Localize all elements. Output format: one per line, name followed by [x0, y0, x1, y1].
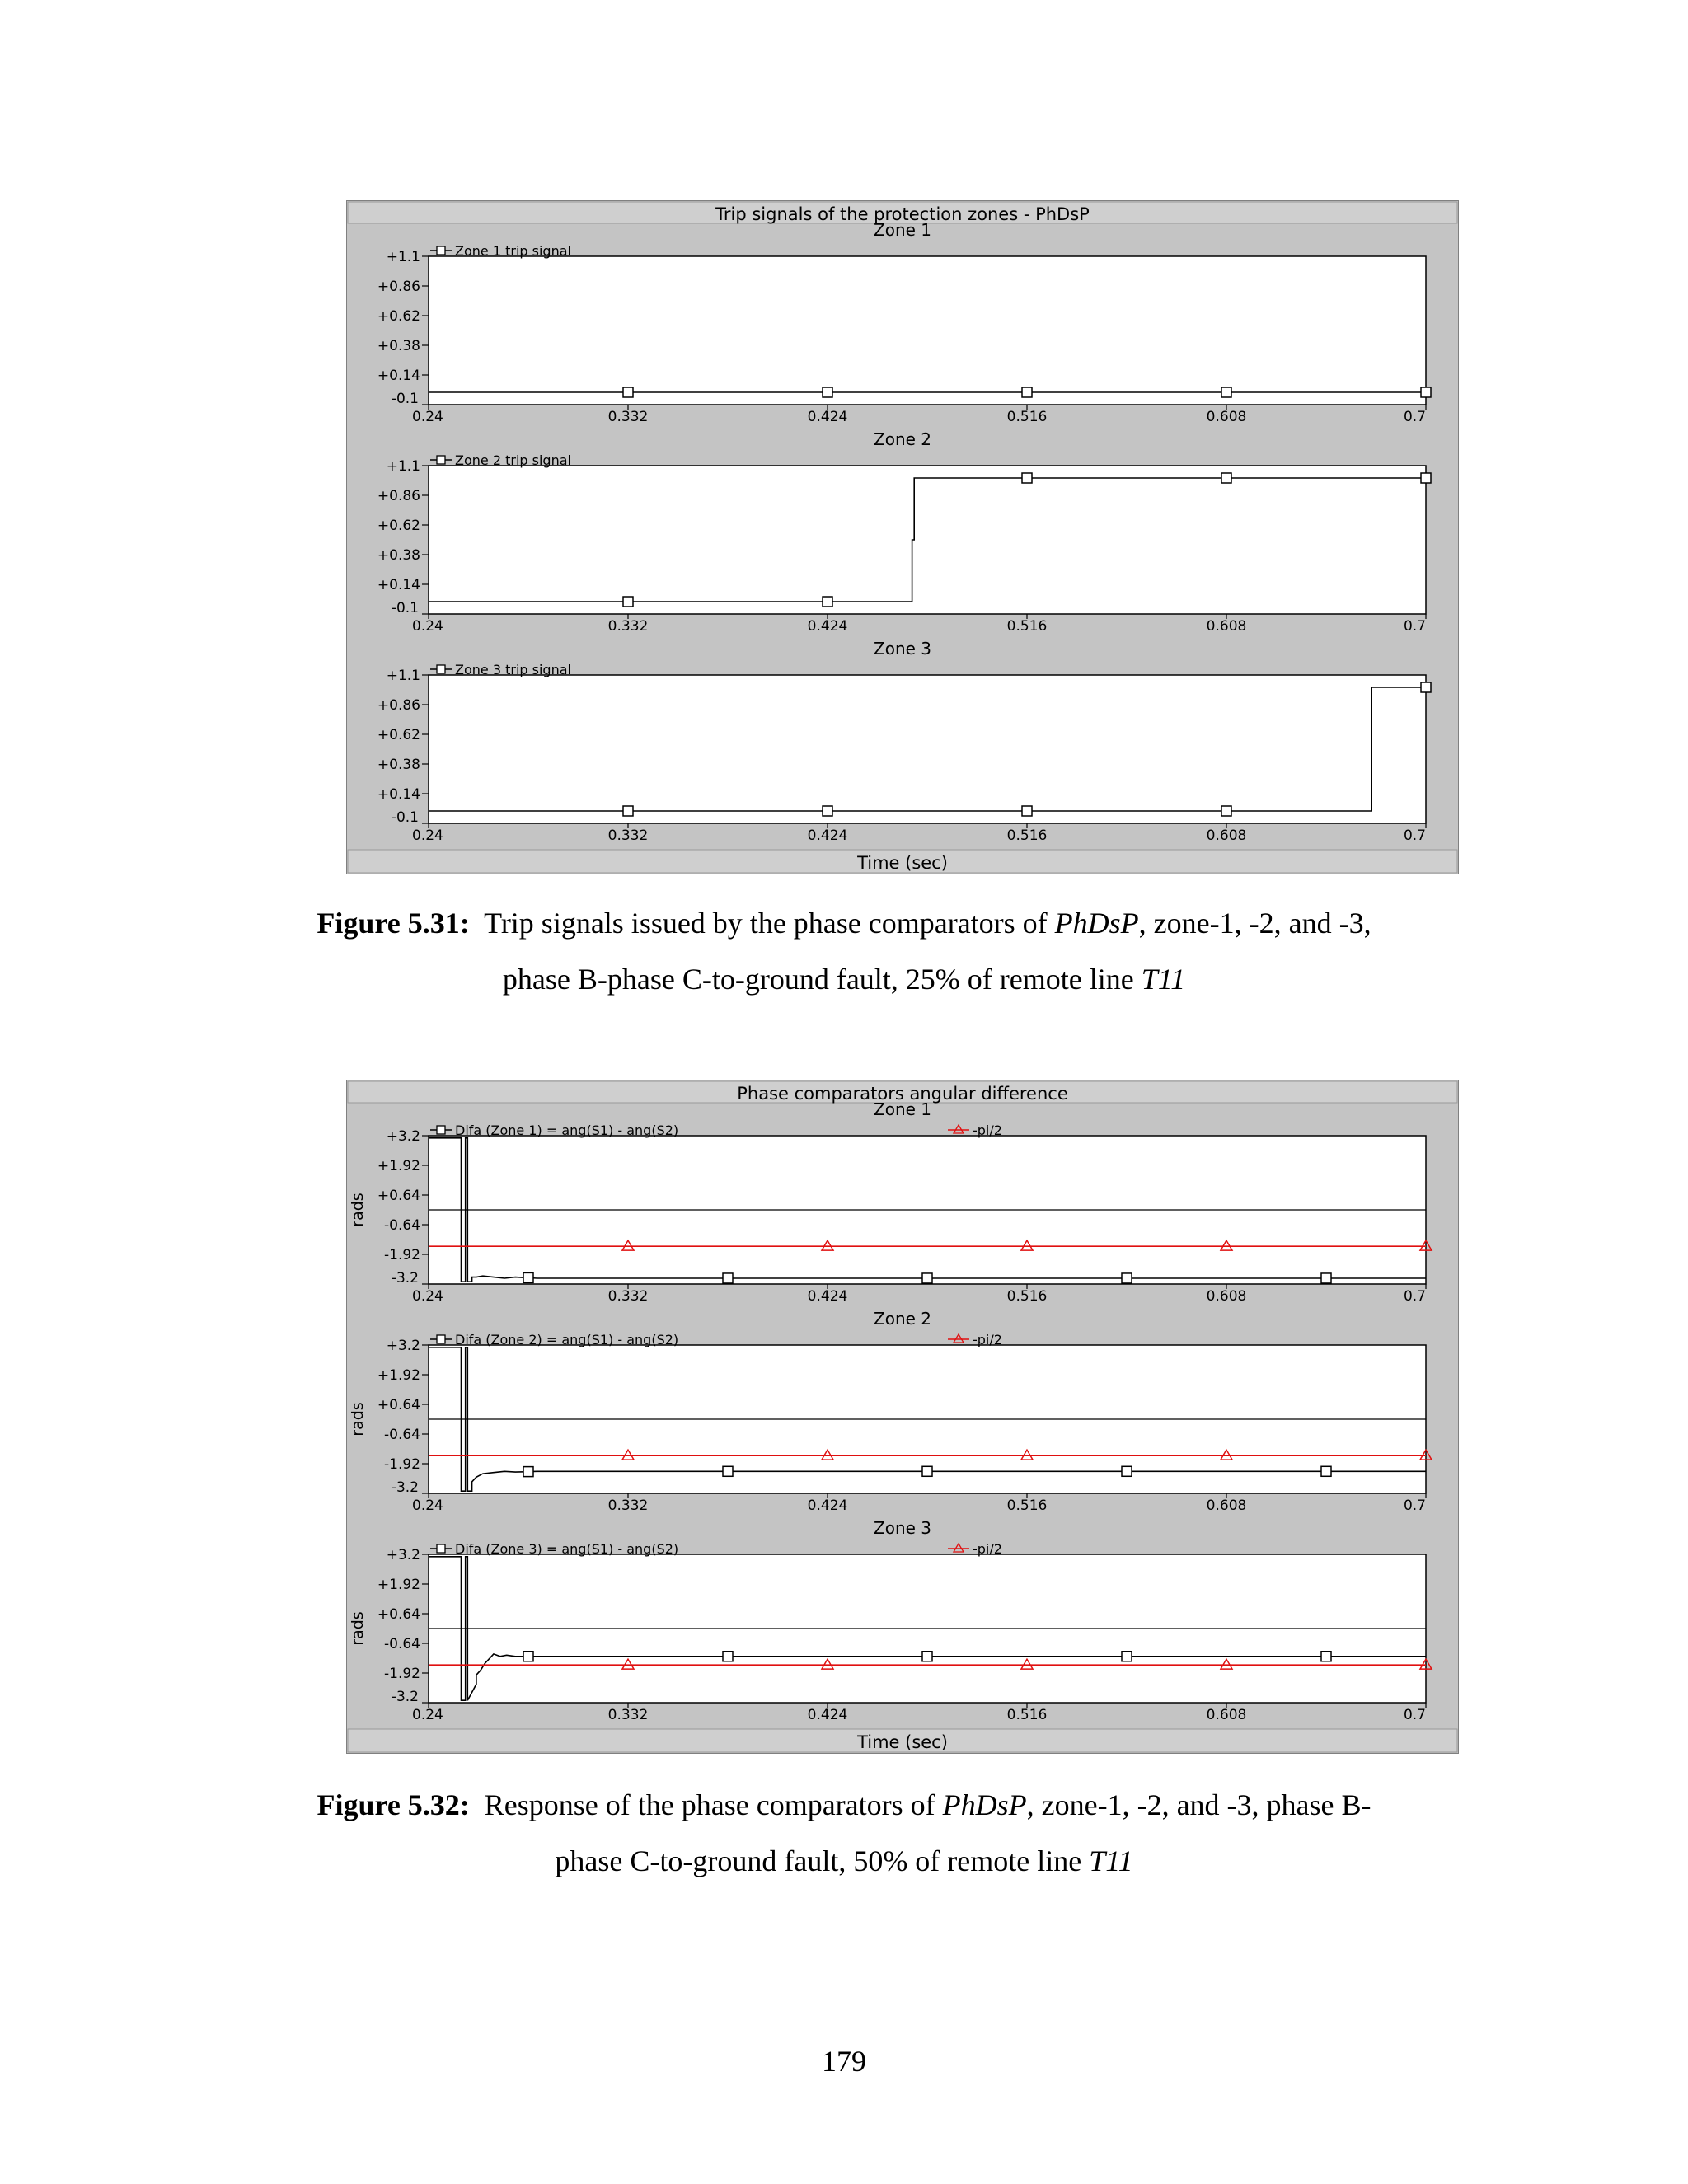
square-marker	[523, 1652, 533, 1661]
y-tick-label: +1.92	[377, 1577, 420, 1593]
square-marker	[922, 1466, 932, 1476]
square-marker	[523, 1467, 533, 1477]
square-marker	[1221, 387, 1231, 397]
square-marker	[623, 597, 633, 607]
y-tick-label: +1.92	[377, 1158, 420, 1174]
caption-text: Trip signals issued by the phase comparators of	[484, 907, 1055, 940]
plot-area	[429, 466, 1426, 614]
legend-label: Difa (Zone 1) = ang(S1) - ang(S2)	[455, 1122, 679, 1138]
x-tick-label: 0.332	[607, 1288, 649, 1305]
y-tick-label: +0.86	[377, 488, 420, 504]
x-tick-label: 0.7	[1403, 827, 1426, 844]
zone-title: Zone 1	[874, 1099, 931, 1119]
x-tick-label: 0.424	[807, 827, 848, 844]
y-tick-label: -0.64	[384, 1636, 420, 1652]
x-tick-label: 0.24	[412, 827, 443, 844]
x-tick-label: 0.24	[412, 1497, 443, 1514]
y-tick-label: -1.92	[384, 1666, 420, 1682]
x-tick-label: 0.424	[807, 1707, 848, 1723]
x-tick-label: 0.332	[607, 409, 649, 425]
x-tick-label: 0.332	[607, 1497, 649, 1514]
square-marker	[922, 1273, 932, 1283]
frame-title: Trip signals of the protection zones - PhDsP	[715, 204, 1090, 224]
figure-5-31-caption	[0, 903, 1688, 999]
legend-label: Zone 3 trip signal	[455, 662, 571, 677]
x-tick-label: 0.608	[1206, 1497, 1247, 1514]
square-marker	[1221, 473, 1231, 483]
square-marker	[1221, 806, 1231, 816]
figure-5-32-caption	[0, 1785, 1688, 1881]
y-tick-label: +0.62	[377, 308, 420, 325]
square-marker	[922, 1652, 932, 1661]
square-marker	[1321, 1652, 1331, 1661]
x-tick-label: 0.332	[607, 1707, 649, 1723]
y-tick-label: +0.14	[377, 577, 420, 593]
plot-area	[429, 256, 1426, 405]
zone-title: Zone 1	[874, 220, 931, 240]
caption-text: phase B-phase C-to-ground fault, 25% of remote line	[502, 963, 1142, 996]
square-marker	[1321, 1273, 1331, 1283]
y-tick-label: -0.64	[384, 1217, 420, 1234]
caption-method: PhDsP	[1054, 907, 1139, 940]
x-tick-label: 0.7	[1403, 1288, 1426, 1305]
y-tick-label: +3.2	[386, 1547, 420, 1563]
x-tick-label: 0.516	[1006, 618, 1048, 635]
legend-square-marker	[437, 1126, 445, 1134]
y-axis-label: rads	[349, 1611, 367, 1646]
legend-square-marker	[437, 246, 445, 255]
caption-line-1	[0, 1785, 1688, 1825]
y-tick-label: -0.1	[391, 809, 419, 826]
caption-line-2	[0, 1841, 1688, 1881]
square-marker	[1421, 682, 1431, 692]
caption-text: Response of the phase comparators of	[484, 1788, 943, 1821]
y-tick-label: -0.1	[391, 600, 419, 616]
legend-label: -pi/2	[973, 1122, 1002, 1138]
caption-label: Figure 5.31:	[316, 907, 470, 940]
y-axis-label: rads	[349, 1402, 367, 1436]
square-marker	[823, 597, 832, 607]
square-marker	[723, 1466, 733, 1476]
x-tick-label: 0.516	[1006, 827, 1048, 844]
square-marker	[823, 387, 832, 397]
y-tick-label: +1.1	[386, 458, 420, 475]
y-tick-label: +0.14	[377, 786, 420, 803]
y-tick-label: +1.1	[386, 249, 420, 265]
y-tick-label: +1.92	[377, 1367, 420, 1384]
x-tick-label: 0.7	[1403, 1707, 1426, 1723]
square-marker	[523, 1272, 533, 1282]
y-tick-label: +0.86	[377, 279, 420, 295]
caption-line-1	[0, 903, 1688, 943]
y-tick-label: -0.64	[384, 1427, 420, 1443]
x-tick-label: 0.24	[412, 409, 443, 425]
square-marker	[1022, 473, 1032, 483]
y-tick-label: +0.62	[377, 518, 420, 534]
legend-square-marker	[437, 665, 445, 673]
legend-label: -pi/2	[973, 1541, 1002, 1557]
zone-title: Zone 3	[874, 1518, 931, 1538]
y-tick-label: +0.14	[377, 368, 420, 384]
caption-method: PhDsP	[942, 1788, 1027, 1821]
x-tick-label: 0.424	[807, 618, 848, 635]
frame-xlabel: Time (sec)	[857, 1732, 948, 1752]
legend-square-marker	[437, 1544, 445, 1553]
x-tick-label: 0.516	[1006, 1497, 1048, 1514]
x-tick-label: 0.608	[1206, 1707, 1247, 1723]
legend-square-marker	[437, 1335, 445, 1343]
square-marker	[623, 806, 633, 816]
y-tick-label: +0.38	[377, 338, 420, 354]
figure-5-32-angular-difference	[346, 1080, 1459, 1754]
x-tick-label: 0.24	[412, 1288, 443, 1305]
x-tick-label: 0.608	[1206, 618, 1247, 635]
zone-title: Zone 2	[874, 1309, 931, 1329]
x-tick-label: 0.608	[1206, 1288, 1247, 1305]
y-tick-label: -0.1	[391, 391, 419, 407]
x-tick-label: 0.516	[1006, 1707, 1048, 1723]
y-tick-label: +1.1	[386, 668, 420, 684]
y-tick-label: +0.38	[377, 757, 420, 773]
caption-text: , zone-1, -2, and -3, phase B-	[1026, 1788, 1372, 1821]
square-marker	[1122, 1273, 1132, 1283]
zone-title: Zone 2	[874, 429, 931, 449]
x-tick-label: 0.424	[807, 1288, 848, 1305]
frame-xlabel: Time (sec)	[857, 853, 948, 873]
legend-label: Difa (Zone 3) = ang(S1) - ang(S2)	[455, 1541, 679, 1557]
x-tick-label: 0.424	[807, 1497, 848, 1514]
x-tick-label: 0.608	[1206, 409, 1247, 425]
square-marker	[1122, 1466, 1132, 1476]
y-tick-label: -3.2	[391, 1689, 419, 1705]
y-axis-label: rads	[349, 1193, 367, 1227]
x-tick-label: 0.516	[1006, 1288, 1048, 1305]
square-marker	[1421, 473, 1431, 483]
y-tick-label: -3.2	[391, 1479, 419, 1496]
caption-label: Figure 5.32:	[316, 1788, 470, 1821]
legend-square-marker	[437, 456, 445, 464]
legend-label: Difa (Zone 2) = ang(S1) - ang(S2)	[455, 1332, 679, 1347]
x-tick-label: 0.24	[412, 618, 443, 635]
square-marker	[623, 387, 633, 397]
legend-label: Zone 2 trip signal	[455, 452, 571, 468]
caption-line-2	[0, 959, 1688, 999]
x-tick-label: 0.7	[1403, 1497, 1426, 1514]
square-marker	[1321, 1466, 1331, 1476]
zone-title: Zone 3	[874, 639, 931, 658]
caption-line-id: T11	[1141, 963, 1186, 996]
x-tick-label: 0.7	[1403, 409, 1426, 425]
frame-title: Phase comparators angular difference	[737, 1084, 1068, 1104]
x-tick-label: 0.7	[1403, 618, 1426, 635]
y-tick-label: +0.62	[377, 727, 420, 743]
caption-text: phase C-to-ground fault, 50% of remote line	[555, 1844, 1090, 1877]
caption-line-id: T11	[1089, 1844, 1133, 1877]
y-tick-label: +0.64	[377, 1397, 420, 1413]
legend-label: Zone 1 trip signal	[455, 243, 571, 259]
square-marker	[723, 1652, 733, 1661]
x-tick-label: 0.332	[607, 827, 649, 844]
y-tick-label: -3.2	[391, 1270, 419, 1286]
square-marker	[1022, 806, 1032, 816]
x-tick-label: 0.24	[412, 1707, 443, 1723]
y-tick-label: -1.92	[384, 1456, 420, 1473]
square-marker	[1022, 387, 1032, 397]
x-tick-label: 0.608	[1206, 827, 1247, 844]
y-tick-label: +0.38	[377, 547, 420, 564]
y-tick-label: +3.2	[386, 1338, 420, 1354]
plot-area	[429, 675, 1426, 823]
y-tick-label: +0.64	[377, 1188, 420, 1204]
x-tick-label: 0.424	[807, 409, 848, 425]
x-tick-label: 0.332	[607, 618, 649, 635]
y-tick-label: -1.92	[384, 1247, 420, 1263]
caption-text: , zone-1, -2, and -3,	[1138, 907, 1372, 940]
page-number: 179	[822, 2045, 866, 2078]
y-tick-label: +0.64	[377, 1606, 420, 1623]
square-marker	[1122, 1652, 1132, 1661]
legend-label: -pi/2	[973, 1332, 1002, 1347]
x-tick-label: 0.516	[1006, 409, 1048, 425]
square-marker	[723, 1273, 733, 1283]
square-marker	[1421, 387, 1431, 397]
square-marker	[823, 806, 832, 816]
y-tick-label: +3.2	[386, 1128, 420, 1145]
figure-5-31-trip-signals	[346, 200, 1459, 874]
y-tick-label: +0.86	[377, 697, 420, 714]
